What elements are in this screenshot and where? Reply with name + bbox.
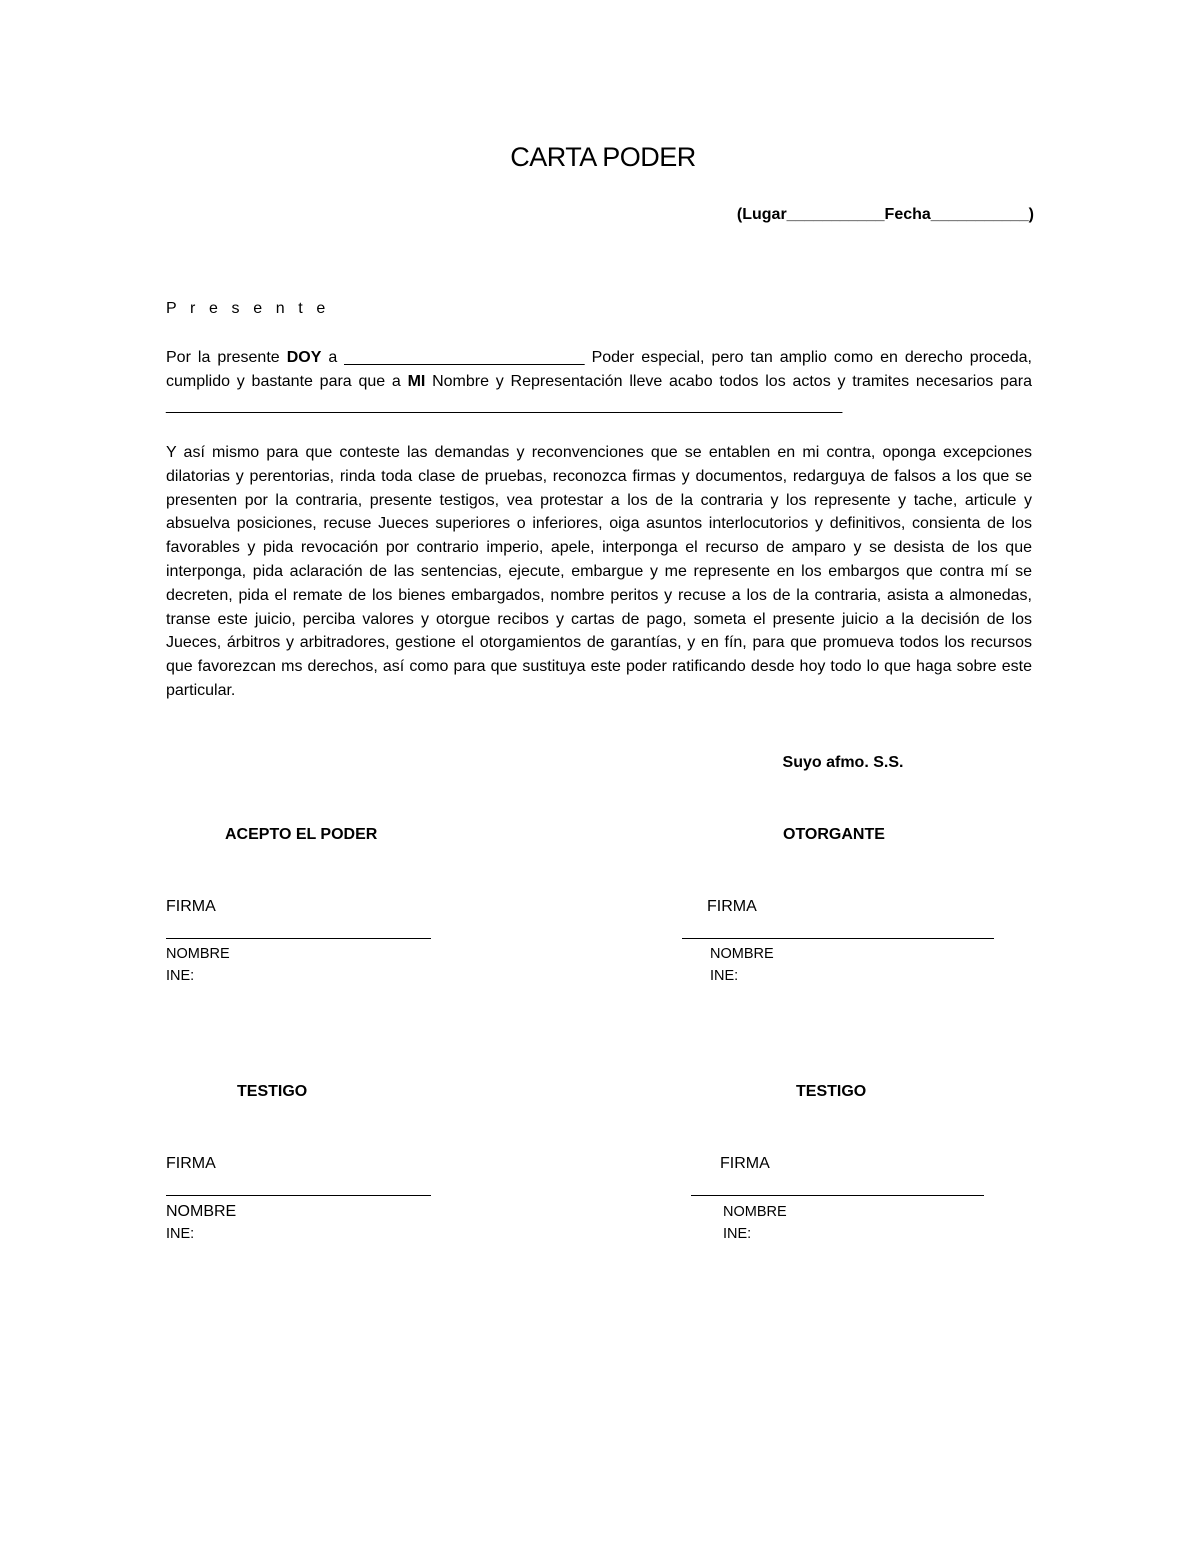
witness2-signature-line [691,1195,984,1196]
grantor-ine-label: INE: [710,968,739,984]
paragraph-powers: Y así mismo para que conteste las demandas y reconvenciones que se entablen en mi contra, oponga excepciones dilatorias y perentorias, rinda toda clase de pruebas, reconozca firmas y documentos, redarguya de falsos a los que se presenten por la contraria, presente testigos, vea protestar a los de la contraria y los represente y tache, articule y absuelva posiciones, recuse Jueces superiores o inferiores, oiga asuntos interlocutorios y definitivos, consienta de los favorables y pida revocación por contrario imperio, apele, interponga el recurso de amparo y se desista de los que interponga, pida aclaración de las sentencias, ejecute, embargue y me represente en los embargos que contra mí se decreten, pida el remate de los bienes embargados, nombre peritos y recuse a los de la contraria, asista a almonedas, transe este juicio, perciba valores y otorgue recibos y cartas de pago, someta el presente juicio a la decisión de los Jueces, árbitros y arbitradores, gestione el otorgamientos de garantías, y en fín, para que promueva todos los recursos que favorezcan ms derechos, así como para que sustituya este poder ratificando desde hoy todo lo que haga sobre este particular. [166,444,1032,699]
paragraph-grant-part2: a ___________________________ Poder especial, pero tan amplio como en derecho proceda, cumplido y bastante para que a [166,349,1032,390]
witness2-firma-label: FIRMA [720,1155,770,1172]
witness2-heading: TESTIGO [796,1083,867,1100]
witness1-heading: TESTIGO [237,1083,308,1100]
witness1-firma-label: FIRMA [166,1155,216,1172]
accept-heading: ACEPTO EL PODER [225,826,378,843]
witness1-signature-line [166,1195,431,1196]
grantor-signature-line [682,938,994,939]
grantor-heading: OTORGANTE [783,826,885,843]
grantor-nombre-label: NOMBRE [710,946,774,962]
salutation: P r e s e n t e [166,300,330,317]
paragraph-grant-doy: DOY [286,349,322,366]
witness1-nombre-label: NOMBRE [166,1203,237,1220]
accept-firma-label: FIRMA [166,898,216,915]
place-date-line: (Lugar___________Fecha___________) [736,206,1034,223]
signoff: Suyo afmo. S.S. [782,754,904,771]
paragraph-grant-part3: Nombre y Representación lleve acabo todos los actos y tramites necesarios para ____________________________________________________________________________ [166,372,1033,414]
accept-signature-line [166,938,431,939]
grantor-firma-label: FIRMA [707,898,757,915]
paragraph-grant-mi: MI [407,372,426,390]
paragraph-grant [166,346,1032,417]
accept-nombre-label: NOMBRE [166,946,230,962]
accept-ine-label: INE: [166,968,195,984]
document-title: CARTA PODER [510,142,696,172]
witness2-ine-label: INE: [723,1226,752,1242]
paragraph-grant-part1: Por la presente [166,349,287,366]
witness2-nombre-label: NOMBRE [723,1204,787,1220]
witness1-ine-label: INE: [166,1226,195,1242]
